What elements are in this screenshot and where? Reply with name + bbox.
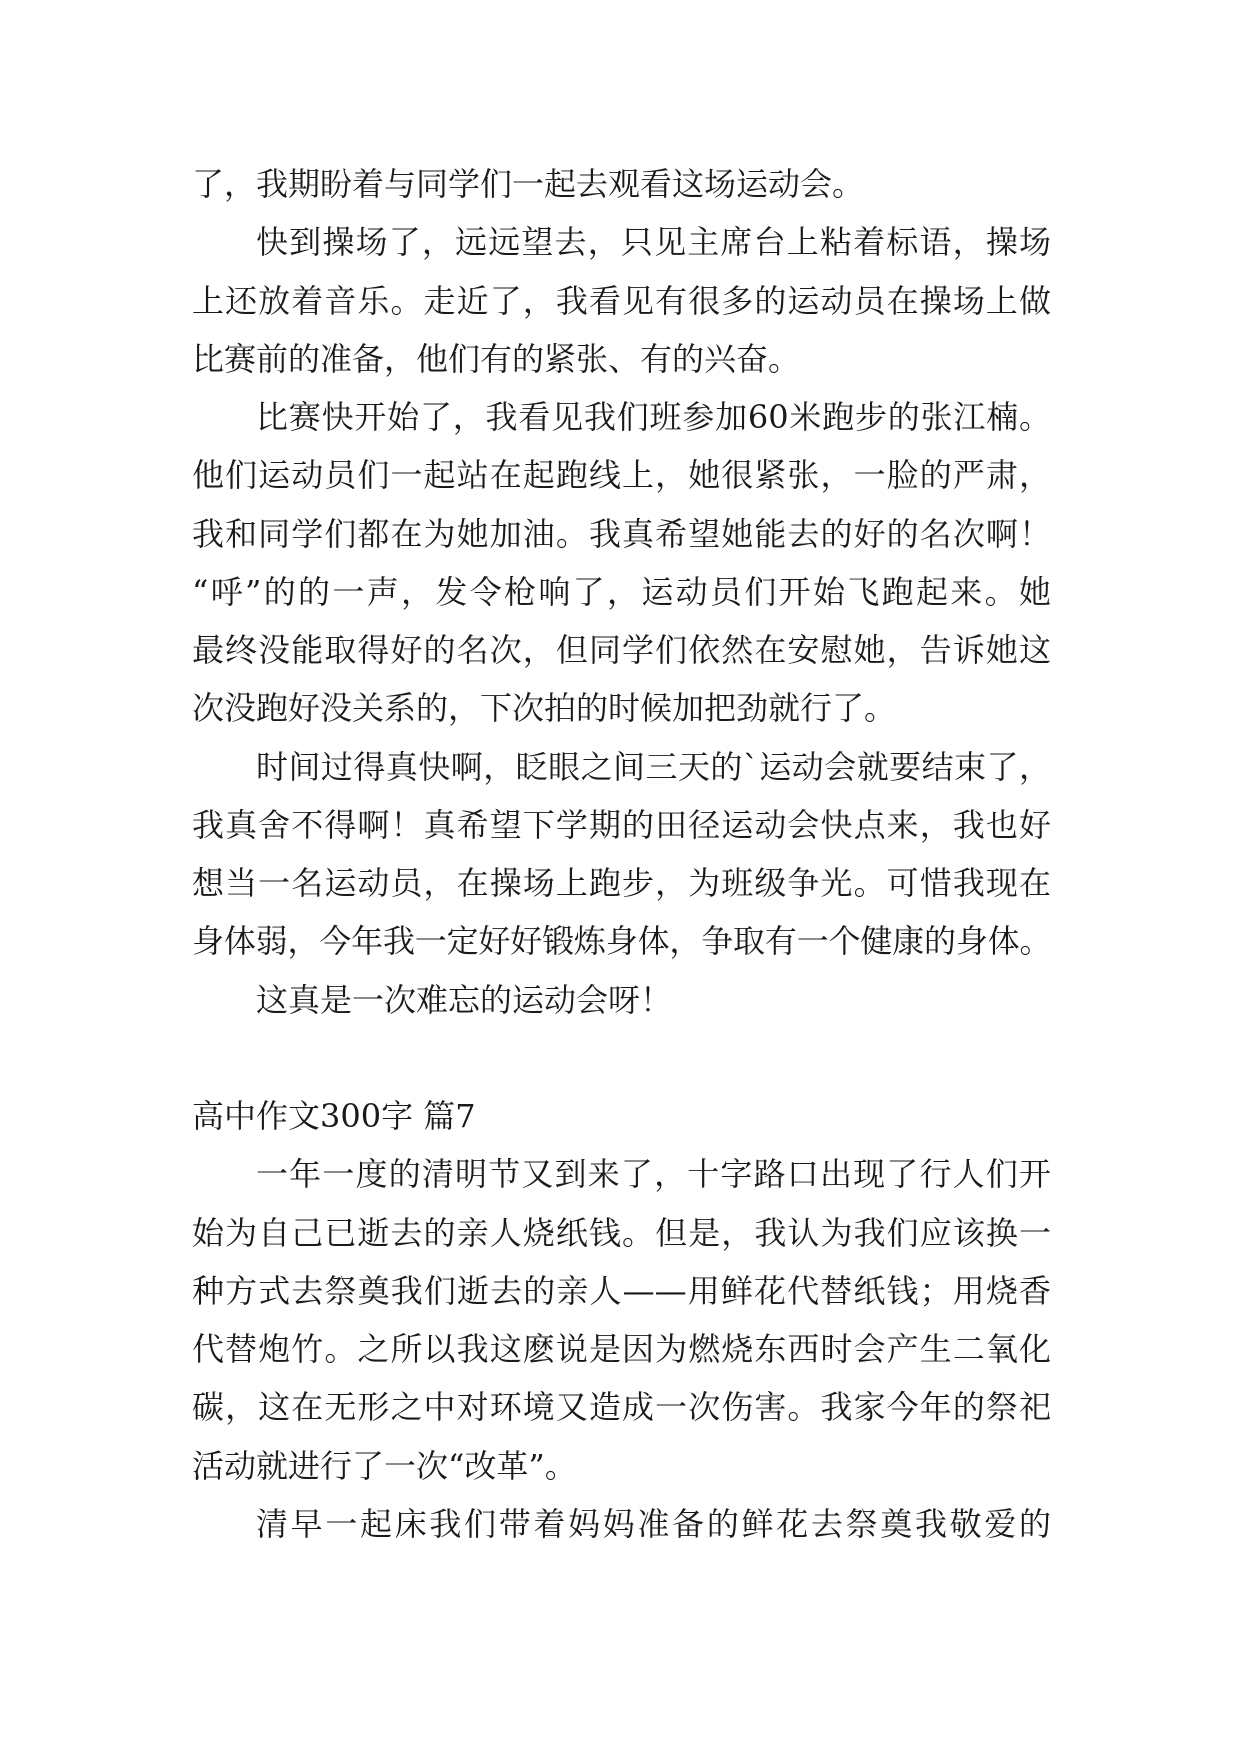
section-heading: 高中作文300字 篇7 [192, 1097, 476, 1135]
text-line: “呼”的的一声，发令枪响了，运动员们开始飞跑起来。她 [192, 572, 1051, 611]
essay-continued [192, 155, 1051, 1029]
text-line: 了，我期盼着与同学们一起去观看这场运动会。 [192, 165, 865, 203]
essay-7 [192, 1087, 1051, 1553]
text-line: 上还放着音乐。走近了，我看见有很多的运动员在操场上做 [192, 281, 1051, 320]
text-line: 清早一起床我们带着妈妈准备的鲜花去祭奠我敬爱的 [256, 1504, 1051, 1543]
text-line: 始为自己已逝去的亲人烧纸钱。但是，我认为我们应该换一 [192, 1213, 1051, 1252]
text-line: 时间过得真快啊，眨眼之间三天的`运动会就要结束了， [256, 747, 1051, 786]
paragraph [192, 155, 1051, 213]
text-line: 活动就进行了一次“改革”。 [192, 1446, 577, 1485]
text-line: 碳，这在无形之中对环境又造成一次伤害。我家今年的祭祀 [192, 1388, 1051, 1427]
text-line: 这真是一次难忘的运动会呀！ [256, 980, 673, 1019]
text-line: 我和同学们都在为她加油。我真希望她能去的好的名次啊！ [192, 514, 1051, 553]
text-line: 他们运动员们一起站在起跑线上，她很紧张，一脸的严肃， [192, 456, 1051, 495]
paragraph [192, 213, 1051, 388]
text-line: 比赛前的准备，他们有的紧张、有的兴奋。 [192, 339, 801, 378]
paragraph [192, 971, 1051, 1029]
text-line: 最终没能取得好的名次，但同学们依然在安慰她，告诉她这 [192, 631, 1051, 669]
text-line: 代替炮竹。之所以我这麽说是因为燃烧东西时会产生二氧化 [192, 1330, 1051, 1368]
text-line: 一年一度的清明节又到来了，十字路口出现了行人们开 [256, 1155, 1051, 1194]
text-line: 比赛快开始了，我看见我们班参加60米跑步的张江楠。 [256, 398, 1051, 436]
text-line: 身体弱，今年我一定好好锻炼身体，争取有一个健康的身体。 [192, 922, 1051, 961]
text-line: 想当一名运动员，在操场上跑步，为班级争光。可惜我现在 [192, 864, 1051, 902]
text-column [192, 155, 1051, 1553]
text-line: 种方式去祭奠我们逝去的亲人——用鲜花代替纸钱；用烧香 [192, 1271, 1051, 1310]
paragraph [192, 738, 1051, 971]
paragraph [192, 388, 1051, 738]
text-line: 快到操场了，远远望去，只见主席台上粘着标语，操场 [256, 223, 1051, 262]
text-line: 次没跑好没关系的，下次拍的时候加把劲就行了。 [192, 689, 897, 728]
paragraph [192, 1495, 1051, 1553]
paragraph [192, 1145, 1051, 1495]
text-line: 我真舍不得啊！真希望下学期的田径运动会快点来，我也好 [192, 805, 1051, 844]
